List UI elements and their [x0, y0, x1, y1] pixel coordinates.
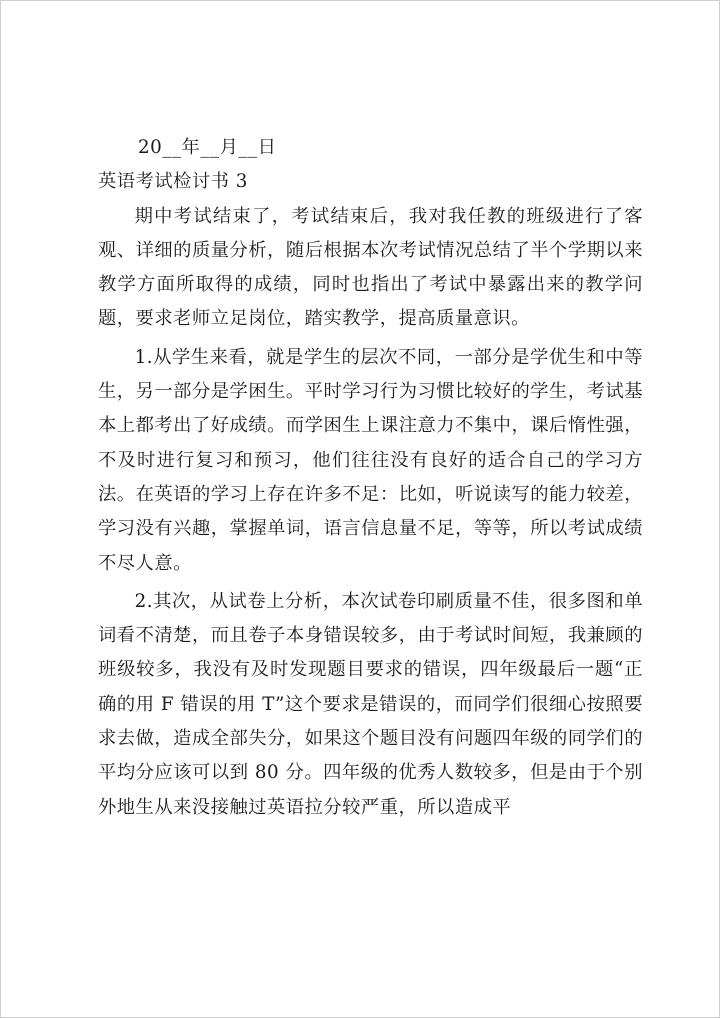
paragraph-exam-paper: 2.其次，从试卷上分析，本次试卷印刷质量不佳，很多图和单词看不清楚，而且卷子本身错误较多，由于考试时间短，我兼顾的班级较多，我没有及时发现题目要求的错误，四年级最后一题“正确的用 F 错误的用 T”这个要求是错误的，而同学们很细心按照要求去做，造成全部失分，如果这个题目没有问题四年级的同学们的平均分应该可以到 80 分。四年级的优秀人数较多，但是由于个别外地生从来没接触过英语拉分较严重，所以造成平 — [98, 590, 643, 818]
paragraph-students: 1.从学生来看，就是学生的层次不同，一部分是学优生和中等生，另一部分是学困生。平时学习行为习惯比较好的学生，考试基本上都考出了好成绩。而学困生上课注意力不集中，课后惰性强，不及时进行复习和预习，他们往往没有良好的适合自己的学习方法。在英语的学习上存在许多不足：比如，听说读写的能力较差，学习没有兴趣，掌握单词，语言信息量不足，等等，所以考试成绩不尽人意。 — [98, 346, 643, 574]
date-line: 20__年__月__日 — [138, 137, 277, 158]
document-title: 英语考试检讨书 3 — [98, 171, 248, 193]
paragraph-intro: 期中考试结束了，考试结束后，我对我任教的班级进行了客观、详细的质量分析，随后根据本次考试情况总结了半个学期以来教学方面所取得的成绩，同时也指出了考试中暴露出来的教学问题，要求老师立足岗位，踏实教学，提高质量意识。 — [98, 205, 643, 330]
document-body — [98, 131, 643, 825]
